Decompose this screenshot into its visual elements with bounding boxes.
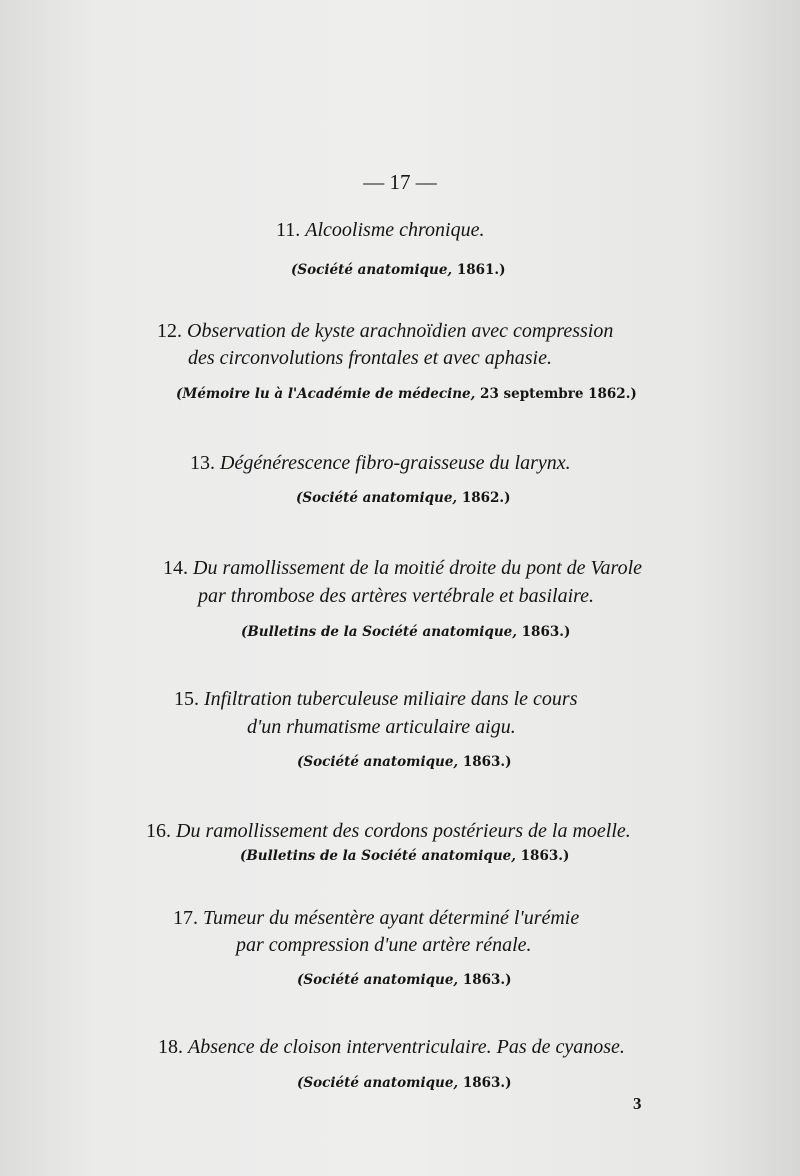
source-name: (Société anatomique, [297, 972, 459, 988]
entry-title-line: Dégénérescence fibro-graisseuse du larynx. [220, 452, 571, 474]
entry-15-title [174, 688, 577, 711]
entry-16-source [240, 848, 569, 864]
entry-16-title [146, 820, 631, 843]
source-name: (Société anatomique, [297, 754, 459, 770]
entry-number: 13. [190, 452, 215, 474]
entry-14-title-line2 [198, 585, 594, 608]
entry-12-source [176, 386, 637, 402]
entry-number: 16. [146, 820, 171, 842]
entry-title-line: des circonvolutions frontales et avec aphasie. [188, 347, 552, 369]
source-name: (Bulletins de la Société anatomique, [240, 848, 516, 864]
source-date: 1863.) [516, 624, 571, 640]
entry-title-line: Infiltration tuberculeuse miliaire dans le cours [204, 688, 578, 710]
entry-12-title [157, 320, 613, 343]
entry-14-title [163, 557, 642, 580]
entry-17-title-line2 [236, 934, 532, 957]
source-date: 1861.) [452, 262, 506, 278]
signature-mark: 3 [633, 1094, 642, 1113]
entry-number: 17. [173, 907, 198, 929]
page-header: — 17 — [363, 170, 437, 194]
source-name: (Société anatomique, [297, 1075, 459, 1091]
entry-number: 15. [174, 688, 199, 710]
source-date: 1863.) [458, 1075, 512, 1091]
entry-number: 18. [158, 1036, 183, 1058]
entry-13-title [190, 452, 571, 475]
entry-title-line: d'un rhumatisme articulaire aigu. [247, 716, 516, 738]
entry-18-title [158, 1036, 625, 1059]
entry-14-source [241, 624, 570, 640]
entry-number: 11. [276, 219, 301, 241]
entry-11-source [291, 262, 506, 278]
source-date: 23 septembre 1862.) [475, 386, 637, 402]
entry-11-title [276, 219, 484, 242]
source-name: (Société anatomique, [296, 490, 458, 506]
entry-title-line: Du ramollissement des cordons postérieurs de la moelle. [176, 820, 631, 842]
source-date: 1862.) [457, 490, 511, 506]
source-date: 1863.) [458, 972, 512, 988]
entry-title-line: par thrombose des artères vertébrale et basilaire. [198, 585, 595, 607]
entry-18-source [297, 1075, 512, 1091]
entry-number: 12. [157, 320, 182, 342]
entry-17-source [297, 972, 512, 988]
entry-title-line: Absence de cloison interventriculaire. Pas de cyanose. [188, 1036, 625, 1058]
entry-title-line: Observation de kyste arachnoïdien avec compression [187, 320, 614, 342]
entry-12-title-line2 [188, 347, 552, 370]
entry-title-line: Tumeur du mésentère ayant déterminé l'urémie [203, 907, 580, 929]
entry-number: 14. [163, 557, 188, 579]
entry-15-title-line2 [247, 716, 516, 739]
entry-15-source [297, 754, 512, 770]
entry-title-line: Alcoolisme chronique. [305, 219, 485, 241]
entry-13-source [296, 490, 511, 506]
source-name: (Bulletins de la Société anatomique, [241, 624, 517, 640]
entry-title-line: par compression d'une artère rénale. [236, 934, 532, 956]
source-name: (Mémoire lu à l'Académie de médecine, [176, 386, 476, 402]
source-date: 1863.) [515, 848, 570, 864]
entry-17-title [173, 907, 579, 930]
entry-title-line: Du ramollissement de la moitié droite du pont de Varole [193, 557, 643, 579]
source-date: 1863.) [458, 754, 512, 770]
source-name: (Société anatomique, [291, 262, 453, 278]
